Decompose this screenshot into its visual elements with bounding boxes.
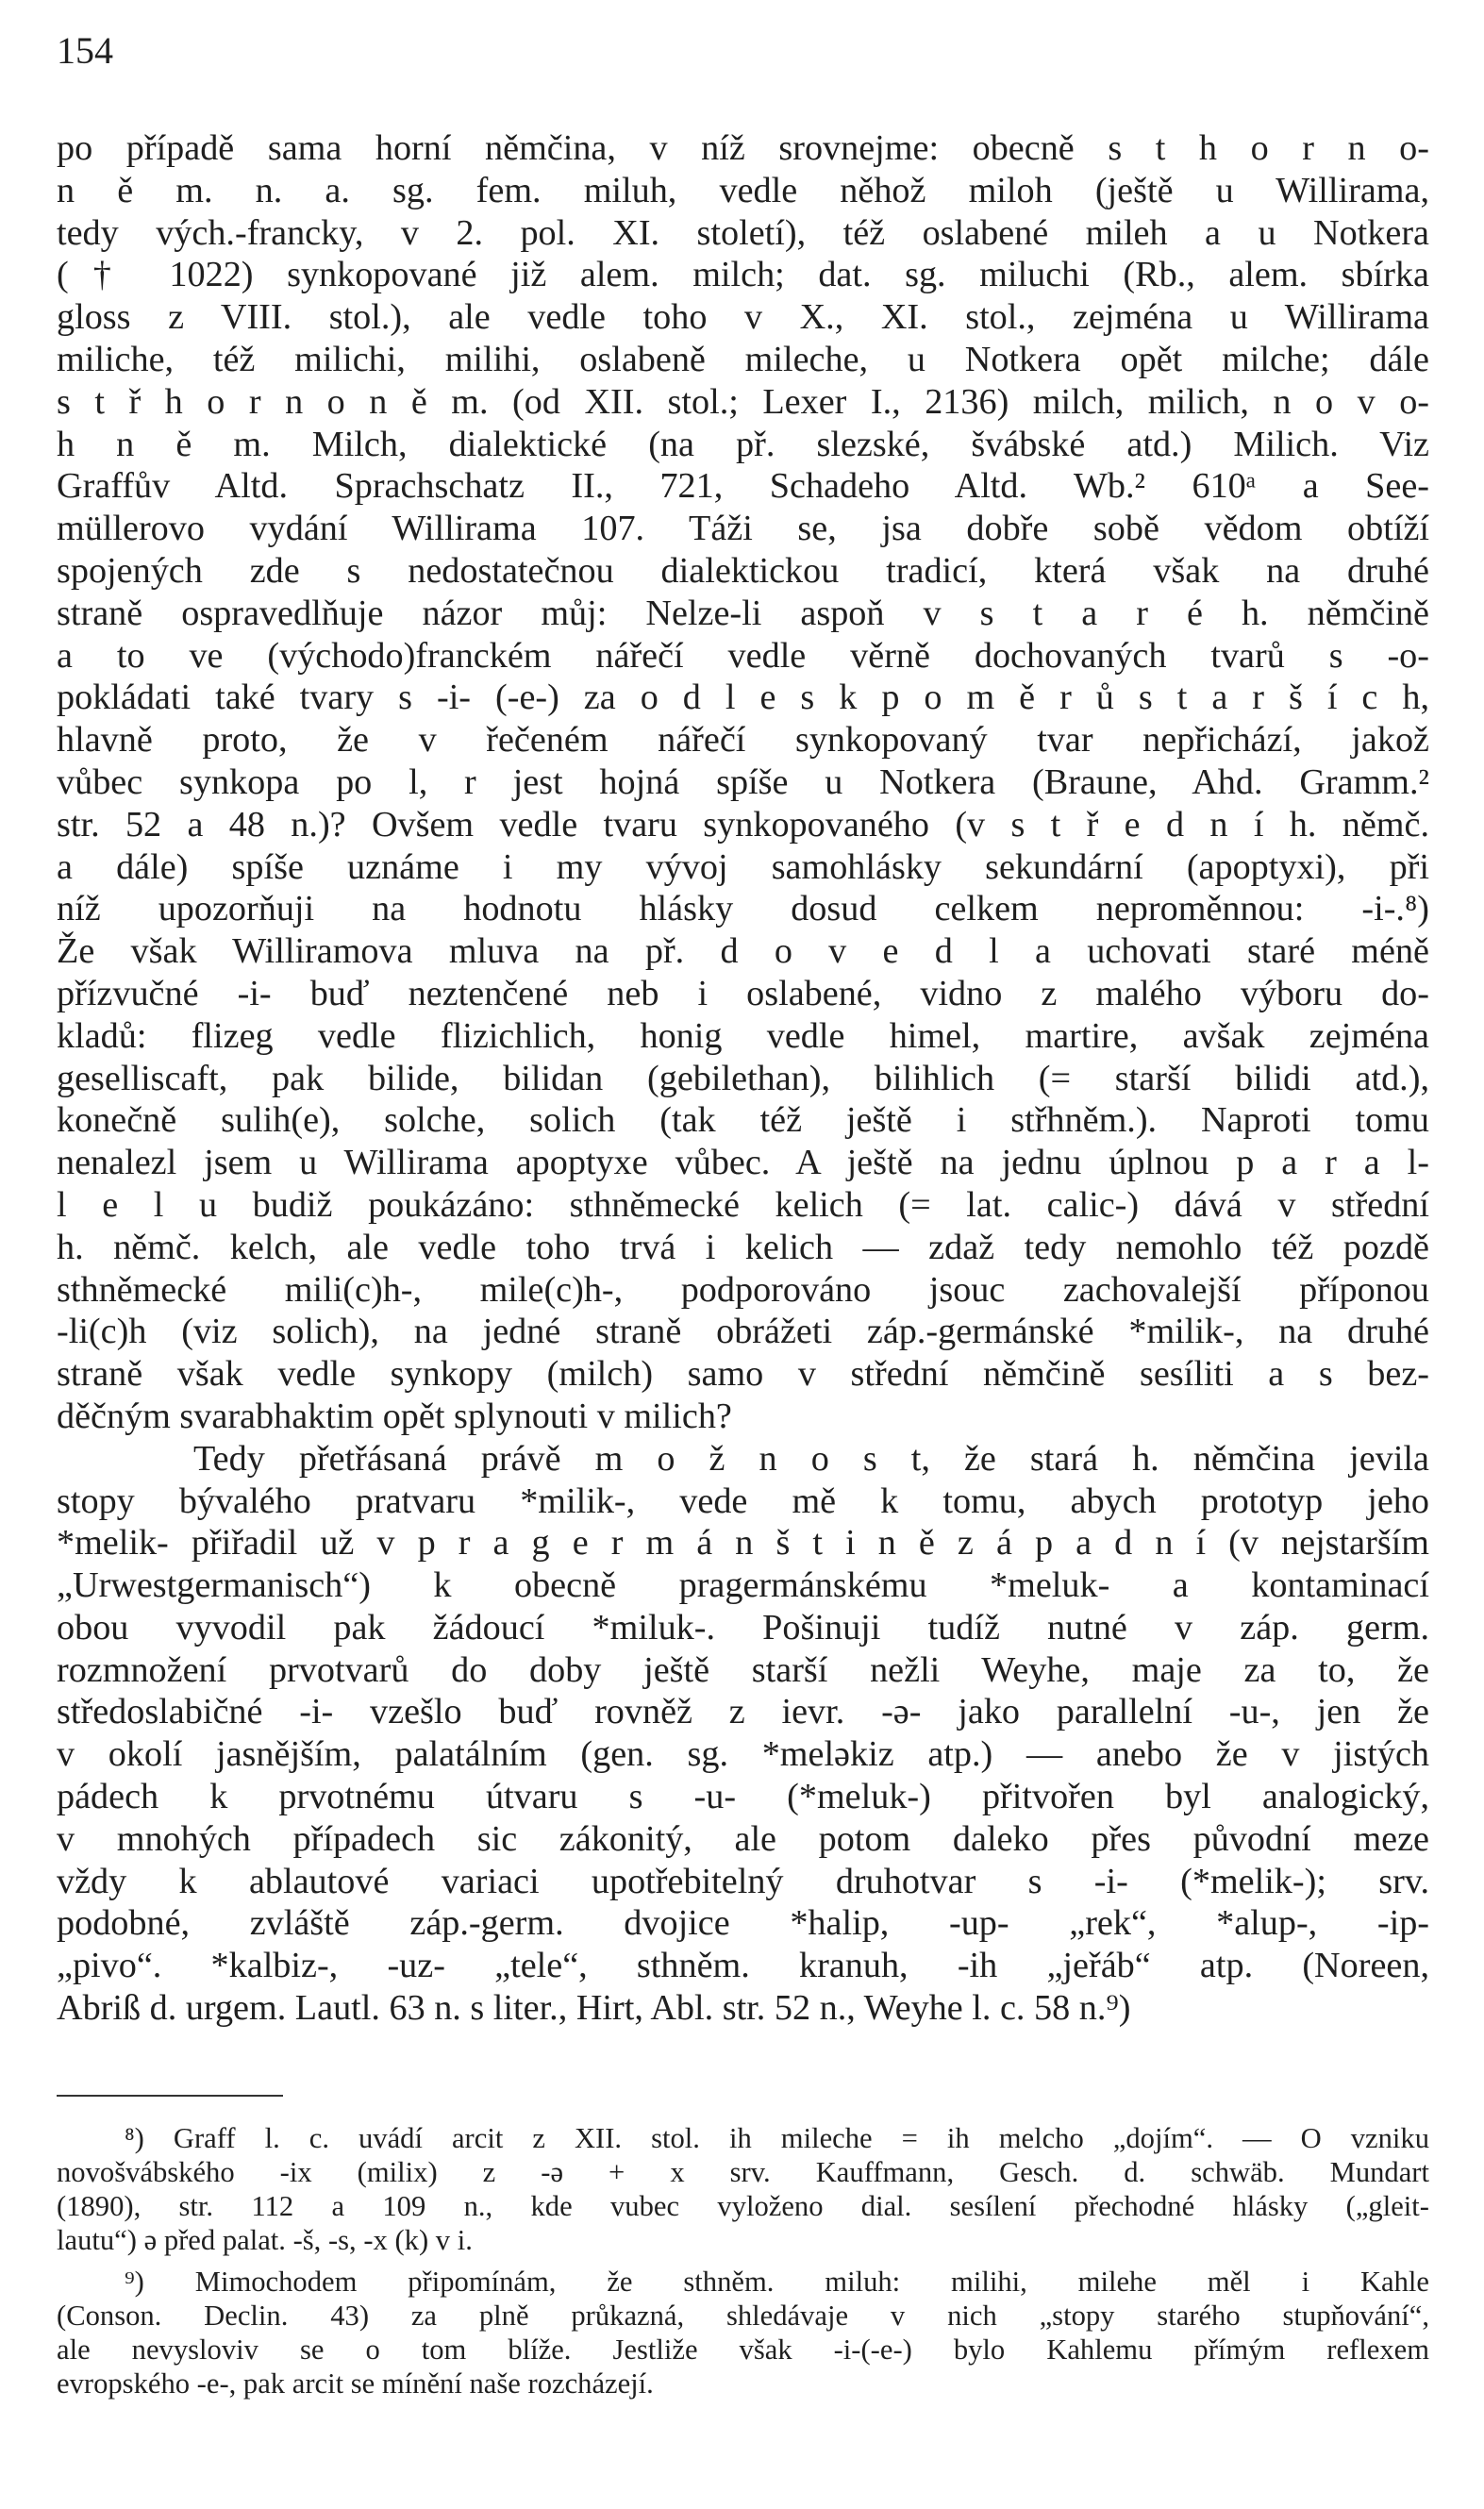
body-line: s t ř h o r n o n ě m. (od XII. stol.; Lexer I., 2136) milch, milich, n o v o- [57,381,1429,422]
body-line: -li(c)h (viz solich), na jedné straně obrážeti záp.-germánské *milik-, na druhé [57,1312,1429,1352]
footnote-line: ale nevysloviv se o tom blíže. Jestliže však -i-(-e-) bylo Kahlemu přímým reflexem [57,2333,1429,2366]
body-line: konečně sulih(e), solche, solich (tak též ještě i střhněm.). Naproti tomu [57,1100,1429,1141]
body-line: straně však vedle synkopy (milch) samo v střední němčině sesíliti a s bez- [57,1354,1429,1395]
footnote-line: (Conson. Declin. 43) za plně průkazná, shledávaje v nich „stopy starého stupňování“, [57,2300,1429,2332]
body-line: sthněmecké mili(c)h-, mile(c)h-, podporováno jsouc zachovalejší příponou [57,1269,1429,1310]
footnote-line: (1890), str. 112 a 109 n., kde vubec vyloženo dial. sesílení přechodné hlásky („gleit- [57,2190,1429,2222]
body-line: v mnohých případech sic zákonitý, ale potom daleko přes původní meze [57,1818,1429,1859]
body-line: po případě sama horní němčina, v níž srovnejme: obecně s t h o r n o- [57,128,1429,168]
body-line: miliche, též milichi, milihi, oslabeně mileche, u Notkera opět milche; dále [57,339,1429,379]
body-line: nenalezl jsem u Willirama apoptyxe vůbec. A ještě na jednu úplnou p a r a l- [57,1143,1429,1183]
footnote-line: novošvábského -ix (milix) z -ə + x srv. Kauffmann, Gesch. d. schwäb. Mundart [57,2156,1429,2188]
footnote [57,2265,1429,2400]
footnote-line: lautu“) ə před palat. -š, -s, -x (k) v i. [57,2224,473,2256]
body-line: obou vyvodil pak žádoucí *miluk-. Pošinuji tudíž nutné v záp. germ. [57,1607,1429,1648]
body-line: níž upozorňuji na hodnotu hlásky dosud celkem neproměnnou: -i-.⁸) [57,889,1429,929]
body-line: tedy vých.-francky, v 2. pol. XI. století), též oslabené mileh a u Notkera [57,212,1429,253]
footnote-line: ⁹) Mimochodem připomínám, že sthněm. miluh: milihi, milehe měl i Kahle [125,2266,1429,2298]
body-line: gloss z VIII. stol.), ale vedle toho v X., XI. stol., zejména u Willirama [57,297,1429,338]
body-line: str. 52 a 48 n.)? Ovšem vedle tvaru synkopovaného (v s t ř e d n í h. němč. [57,804,1429,845]
body-line: geselliscaft, pak bilide, bilidan (gebilethan), bilihlich (= starší bilidi atd.), [57,1058,1429,1098]
body-line: Graffův Altd. Sprachschatz II., 721, Schadeho Altd. Wb.² 610ᵃ a See- [57,466,1429,507]
body-line: pokládati také tvary s -i- (-e-) za o d l e s k p o m ě r ů s t a r š í c h, [57,677,1429,718]
footnote [57,2121,1429,2257]
body-line: h. němč. kelch, ale vedle toho trvá i kelich — zdaž tedy nemohlo též pozdě [57,1227,1429,1267]
body-line: středoslabičné -i- vzešlo buď rovněž z ievr. -ə- jako parallelní -u-, jen že [57,1692,1429,1732]
body-line: děčným svarabhaktim opět splynouti v milich? [57,1396,732,1436]
body-line: hlavně proto, že v řečeném nářečí synkopovaný tvar nepřichází, jakož [57,720,1429,761]
body-line: kladů: flizeg vedle flizichlich, honig vedle himel, martire, avšak zejména [57,1015,1429,1056]
body-line: podobné, zvláště záp.-germ. dvojice *halip, -up- „rek“, *alup-, -ip- [57,1903,1429,1944]
body-text [57,127,1429,2030]
body-line: vůbec synkopa po l, r jest hojná spíše u Notkera (Braune, Ahd. Gramm.² [57,761,1429,802]
body-line: n ě m. n. a. sg. fem. miluh, vedle něhož miloh (ještě u Willirama, [57,170,1429,210]
body-line: straně ospravedlňuje názor můj: Nelze-li aspoň v s t a r é h. němčině [57,593,1429,633]
body-line: „pivo“. *kalbiz-, -uz- „tele“, sthněm. kranuh, -ih „jeřáb“ atp. (Noreen, [57,1946,1429,1986]
body-line: Tedy přetřásaná právě m o ž n o s t, že stará h. němčina jevila [193,1438,1429,1479]
body-line: l e l u budiž poukázáno: sthněmecké kelich (= lat. calic-) dává v střední [57,1184,1429,1225]
body-line: müllerovo vydání Willirama 107. Táži se, jsa dobře sobě vědom obtíží [57,509,1429,549]
body-line: přízvučné -i- buď neztenčené neb i oslabené, vidno z malého výboru do- [57,973,1429,1013]
body-line: *melik- přiřadil už v p r a g e r m á n š t i n ě z á p a d n í (v nejstarším [57,1523,1429,1564]
footnote-line: ⁸) Graff l. c. uvádí arcit z XII. stol. ih mileche = ih melcho „dojím“. — O vzniku [125,2122,1429,2154]
body-line: „Urwestgermanisch“) k obecně pragermánskému *meluk- a kontaminací [57,1565,1429,1606]
body-line: pádech k prvotnému útvaru s -u- (*meluk-) přitvořen byl analogický, [57,1777,1429,1817]
page-number: 154 [57,29,113,72]
body-line: a to ve (východo)franckém nářečí vedle věrně dochovaných tvarů s -o- [57,635,1429,676]
footnotes [57,2121,1429,2408]
body-line: Že však Williramova mluva na př. d o v e d l a uchovati staré méně [57,931,1429,972]
body-line: stopy bývalého pratvaru *milik-, vede mě k tomu, abych prototyp jeho [57,1480,1429,1521]
body-line: spojených zde s nedostatečnou dialektickou tradicí, která však na druhé [57,550,1429,591]
body-line: v okolí jasnějším, palatálním (gen. sg. *meləkiz atp.) — anebo že v jistých [57,1734,1429,1775]
body-line: († 1022) synkopované již alem. milch; dat. sg. miluchi (Rb., alem. sbírka [57,255,1429,295]
body-line: vždy k ablautové variaci upotřebitelný druhotvar s -i- (*melik-); srv. [57,1861,1429,1901]
body-line: a dále) spíše uznáme i my vývoj samohlásky sekundární (apoptyxi), při [57,846,1429,887]
footnote-line: evropského -e-, pak arcit se mínění naše rozcházejí. [57,2367,654,2400]
body-line: Abriß d. urgem. Lautl. 63 n. s liter., Hirt, Abl. str. 52 n., Weyhe l. c. 58 n.⁹) [57,1988,1131,2029]
body-line: h n ě m. Milch, dialektické (na př. slezské, švábské atd.) Milich. Viz [57,424,1429,464]
body-line: rozmnožení prvotvarů do doby ještě starší nežli Weyhe, maje za to, že [57,1649,1429,1690]
footnote-rule [57,2095,283,2097]
